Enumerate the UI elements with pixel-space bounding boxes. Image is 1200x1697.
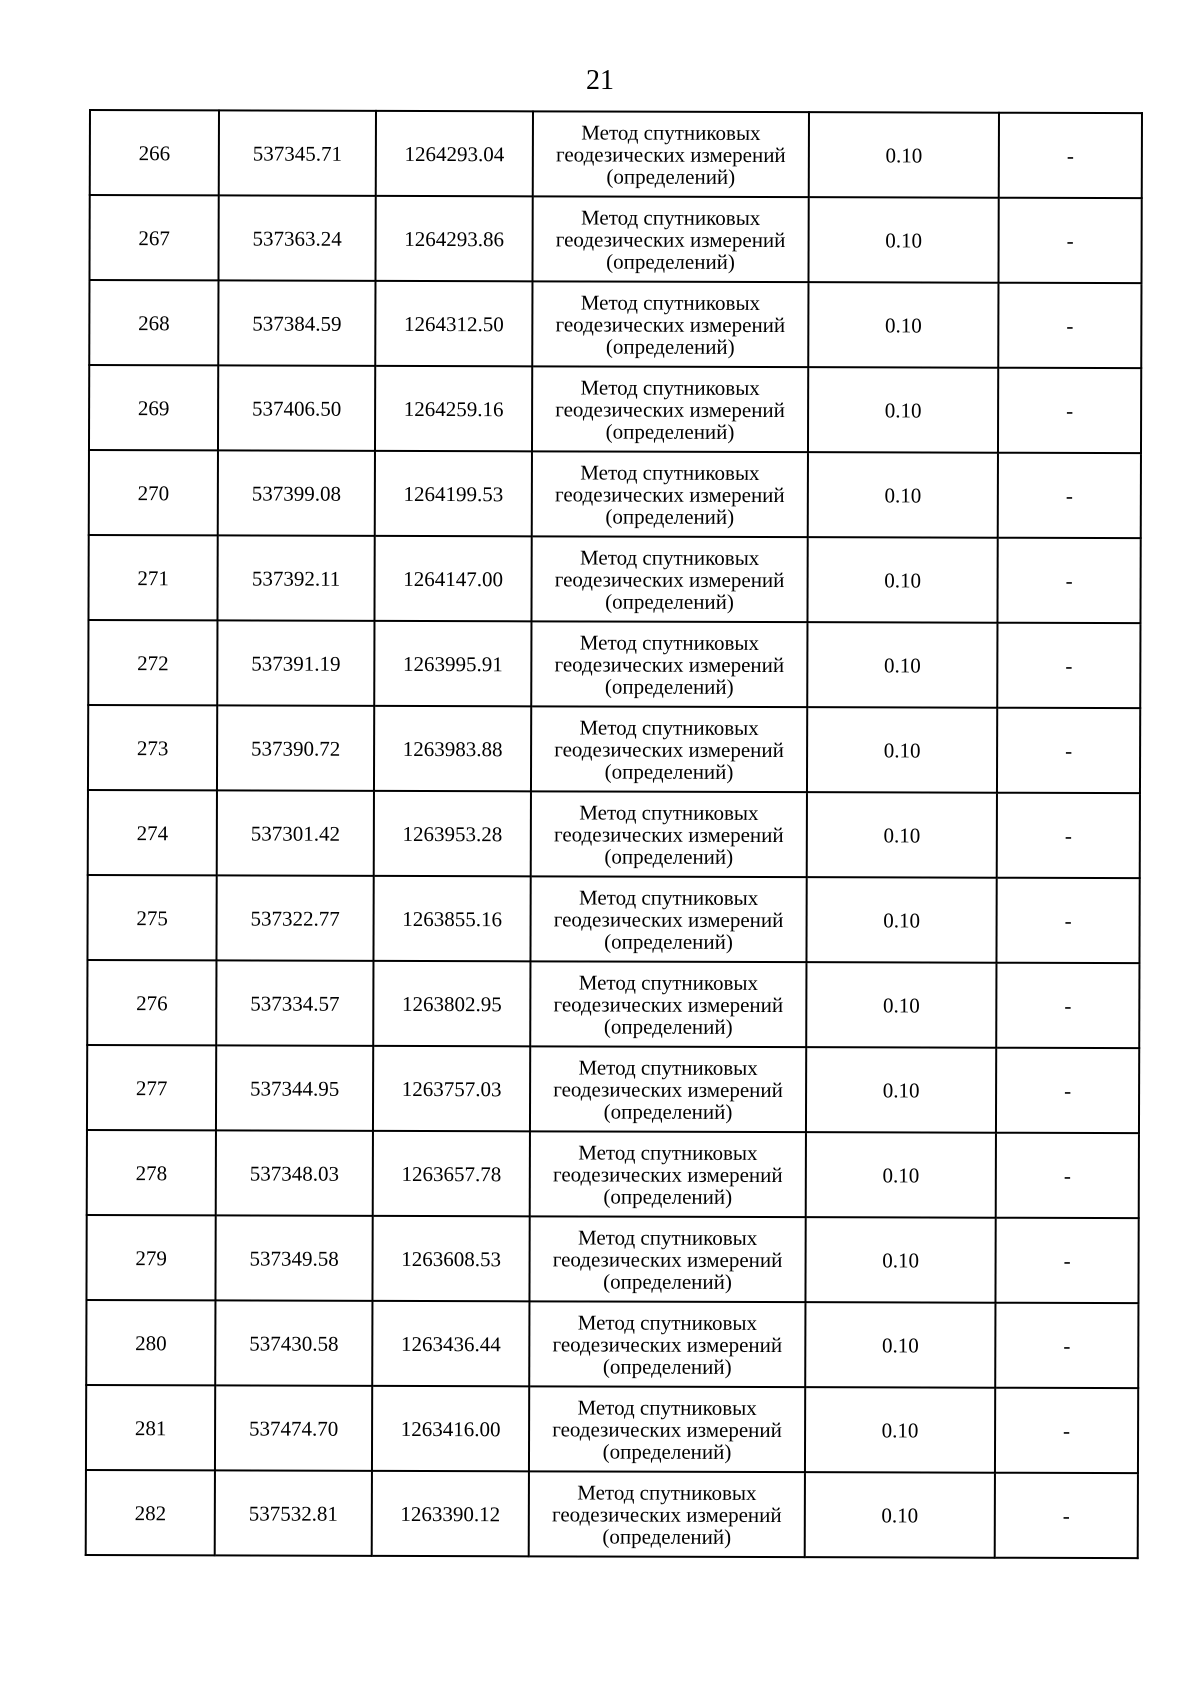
method-line: Метод спутниковых bbox=[578, 1054, 758, 1080]
note-cell: - bbox=[997, 623, 1140, 708]
point-number-cell: 273 bbox=[88, 705, 217, 790]
method-line: (определений) bbox=[602, 1524, 732, 1549]
y-coordinate-cell: 1264199.53 bbox=[375, 451, 532, 536]
y-coordinate-cell: 1264312.50 bbox=[375, 281, 532, 366]
method-cell bbox=[532, 451, 808, 537]
table-row bbox=[86, 1300, 1138, 1388]
y-coordinate-cell: 1263855.16 bbox=[373, 876, 530, 961]
method-cell bbox=[530, 961, 806, 1047]
note-cell: - bbox=[997, 538, 1140, 623]
accuracy-cell: 0.10 bbox=[806, 1132, 996, 1218]
coordinates-table bbox=[85, 109, 1143, 1559]
table-row bbox=[89, 365, 1141, 453]
note-cell: - bbox=[998, 198, 1141, 283]
point-number-cell: 277 bbox=[87, 1045, 216, 1130]
method-line: (определений) bbox=[604, 844, 734, 869]
note-cell: - bbox=[998, 453, 1141, 538]
method-line: геодезических измерений bbox=[555, 396, 785, 422]
x-coordinate-cell: 537392.11 bbox=[217, 535, 374, 620]
point-number-cell: 266 bbox=[90, 110, 219, 195]
point-number-cell: 268 bbox=[89, 280, 218, 365]
method-line: (определений) bbox=[606, 164, 736, 189]
point-number-cell: 271 bbox=[88, 535, 217, 620]
method-line: геодезических измерений bbox=[551, 1501, 782, 1527]
method-cell bbox=[529, 1301, 805, 1387]
method-line: (определений) bbox=[603, 1014, 733, 1039]
method-line: геодезических измерений bbox=[554, 481, 785, 507]
accuracy-cell: 0.10 bbox=[805, 1472, 995, 1558]
method-cell bbox=[532, 366, 808, 452]
table-row bbox=[88, 790, 1140, 878]
method-line: Метод спутниковых bbox=[581, 119, 761, 145]
point-number-cell: 267 bbox=[89, 195, 218, 280]
method-line: (определений) bbox=[605, 504, 735, 529]
method-line: Метод спутниковых bbox=[579, 799, 759, 825]
point-number-cell: 275 bbox=[87, 875, 216, 960]
method-cell bbox=[532, 196, 808, 282]
table-row bbox=[89, 195, 1141, 283]
y-coordinate-cell: 1263608.53 bbox=[372, 1216, 529, 1301]
y-coordinate-cell: 1263953.28 bbox=[374, 791, 531, 876]
method-line: Метод спутниковых bbox=[577, 1394, 757, 1420]
accuracy-cell: 0.10 bbox=[806, 962, 996, 1048]
note-cell: - bbox=[995, 1303, 1138, 1388]
x-coordinate-cell: 537349.58 bbox=[215, 1215, 372, 1300]
method-line: (определений) bbox=[604, 674, 734, 699]
method-line: Метод спутниковых bbox=[579, 714, 759, 740]
accuracy-cell: 0.10 bbox=[805, 1387, 995, 1473]
method-line: Метод спутниковых bbox=[579, 629, 760, 655]
y-coordinate-cell: 1263802.95 bbox=[373, 961, 530, 1046]
method-line: (определений) bbox=[602, 1354, 732, 1379]
method-line: геодезических измерений bbox=[554, 736, 784, 762]
method-cell bbox=[531, 791, 807, 877]
method-line: Метод спутниковых bbox=[580, 459, 760, 485]
x-coordinate-cell: 537391.19 bbox=[217, 620, 374, 705]
point-number-cell: 274 bbox=[88, 790, 217, 875]
method-cell bbox=[532, 281, 808, 367]
method-line: Метод спутниковых bbox=[577, 1224, 758, 1250]
method-line: Метод спутниковых bbox=[580, 204, 761, 230]
table-row bbox=[87, 875, 1139, 963]
method-cell bbox=[530, 1131, 806, 1217]
y-coordinate-cell: 1263757.03 bbox=[373, 1046, 530, 1131]
method-line: Метод спутниковых bbox=[580, 374, 760, 400]
point-number-cell: 269 bbox=[89, 365, 218, 450]
table-row bbox=[88, 535, 1140, 623]
method-cell bbox=[533, 111, 809, 197]
x-coordinate-cell: 537322.77 bbox=[216, 875, 373, 960]
table-row bbox=[86, 1385, 1138, 1473]
x-coordinate-cell: 537399.08 bbox=[218, 450, 375, 535]
method-cell bbox=[531, 536, 807, 622]
method-cell bbox=[530, 876, 806, 962]
method-line: (определений) bbox=[603, 1269, 732, 1294]
x-coordinate-cell: 537430.58 bbox=[215, 1300, 372, 1385]
method-cell bbox=[531, 621, 807, 707]
accuracy-cell: 0.10 bbox=[805, 1302, 995, 1388]
point-number-cell: 280 bbox=[86, 1300, 215, 1385]
accuracy-cell: 0.10 bbox=[808, 197, 998, 283]
y-coordinate-cell: 1263657.78 bbox=[373, 1131, 530, 1216]
x-coordinate-cell: 537406.50 bbox=[218, 365, 375, 450]
note-cell: - bbox=[996, 878, 1139, 963]
note-cell: - bbox=[998, 283, 1141, 368]
x-coordinate-cell: 537348.03 bbox=[216, 1130, 373, 1215]
x-coordinate-cell: 537344.95 bbox=[216, 1045, 373, 1130]
note-cell: - bbox=[999, 113, 1142, 198]
method-line: геодезических измерений bbox=[556, 141, 786, 167]
method-line: (определений) bbox=[605, 334, 735, 359]
method-cell bbox=[530, 1046, 806, 1132]
y-coordinate-cell: 1263995.91 bbox=[374, 621, 531, 706]
x-coordinate-cell: 537532.81 bbox=[215, 1470, 372, 1555]
table-row bbox=[86, 1215, 1138, 1303]
table-row bbox=[86, 1470, 1138, 1558]
accuracy-cell: 0.10 bbox=[808, 282, 998, 368]
x-coordinate-cell: 537345.71 bbox=[219, 110, 376, 195]
method-line: (определений) bbox=[606, 249, 735, 274]
accuracy-cell: 0.10 bbox=[807, 707, 997, 793]
method-line: геодезических измерений bbox=[553, 821, 784, 847]
x-coordinate-cell: 537363.24 bbox=[218, 195, 375, 280]
method-line: (определений) bbox=[604, 759, 734, 784]
y-coordinate-cell: 1264293.04 bbox=[376, 111, 533, 196]
point-number-cell: 281 bbox=[86, 1385, 215, 1470]
table-row bbox=[88, 705, 1140, 793]
table-row bbox=[90, 110, 1142, 198]
accuracy-cell: 0.10 bbox=[805, 1217, 995, 1303]
note-cell: - bbox=[997, 793, 1140, 878]
accuracy-cell: 0.10 bbox=[806, 877, 996, 963]
table-row bbox=[87, 960, 1139, 1048]
method-line: (определений) bbox=[603, 1184, 733, 1209]
method-line: Метод спутниковых bbox=[580, 289, 761, 315]
point-number-cell: 270 bbox=[89, 450, 218, 535]
table-row bbox=[87, 1130, 1139, 1218]
method-line: Метод спутниковых bbox=[578, 1139, 758, 1165]
accuracy-cell: 0.10 bbox=[806, 1047, 996, 1133]
accuracy-cell: 0.10 bbox=[809, 112, 999, 198]
accuracy-cell: 0.10 bbox=[807, 537, 997, 623]
method-cell bbox=[529, 1386, 805, 1472]
point-number-cell: 282 bbox=[86, 1470, 215, 1555]
y-coordinate-cell: 1263983.88 bbox=[374, 706, 531, 791]
method-line: (определений) bbox=[602, 1439, 732, 1464]
point-number-cell: 276 bbox=[87, 960, 216, 1045]
method-line: геодезических измерений bbox=[553, 991, 784, 1017]
x-coordinate-cell: 537474.70 bbox=[215, 1385, 372, 1470]
method-line: геодезических измерений bbox=[554, 566, 785, 592]
method-line: (определений) bbox=[605, 419, 735, 444]
method-line: Метод спутниковых bbox=[579, 544, 760, 570]
method-line: геодезических измерений bbox=[552, 1246, 783, 1272]
method-line: Метод спутниковых bbox=[578, 969, 759, 995]
y-coordinate-cell: 1263436.44 bbox=[372, 1301, 529, 1386]
point-number-cell: 278 bbox=[87, 1130, 216, 1215]
method-cell bbox=[531, 706, 807, 792]
table-row bbox=[89, 280, 1141, 368]
method-line: геодезических измерений bbox=[554, 651, 785, 677]
point-number-cell: 272 bbox=[88, 620, 217, 705]
page-number: 21 bbox=[586, 65, 614, 96]
method-line: Метод спутниковых bbox=[577, 1479, 757, 1505]
note-cell: - bbox=[998, 368, 1141, 453]
y-coordinate-cell: 1263416.00 bbox=[372, 1386, 529, 1471]
method-cell bbox=[529, 1216, 805, 1302]
accuracy-cell: 0.10 bbox=[807, 622, 997, 708]
y-coordinate-cell: 1263390.12 bbox=[372, 1471, 529, 1556]
point-number-cell: 279 bbox=[86, 1215, 215, 1300]
method-line: геодезических измерений bbox=[552, 1161, 783, 1187]
note-cell: - bbox=[996, 1133, 1139, 1218]
note-cell: - bbox=[996, 963, 1139, 1048]
y-coordinate-cell: 1264259.16 bbox=[375, 366, 532, 451]
note-cell: - bbox=[995, 1388, 1138, 1473]
table-row bbox=[88, 620, 1140, 708]
method-line: (определений) bbox=[605, 589, 734, 614]
note-cell: - bbox=[996, 1048, 1139, 1133]
x-coordinate-cell: 537384.59 bbox=[218, 280, 375, 365]
method-line: Метод спутниковых bbox=[578, 884, 759, 910]
method-line: (определений) bbox=[604, 929, 733, 954]
table-body bbox=[86, 110, 1142, 1558]
method-line: геодезических измерений bbox=[552, 1331, 783, 1357]
accuracy-cell: 0.10 bbox=[808, 367, 998, 453]
y-coordinate-cell: 1264147.00 bbox=[374, 536, 531, 621]
method-line: Метод спутниковых bbox=[577, 1309, 758, 1335]
x-coordinate-cell: 537390.72 bbox=[217, 705, 374, 790]
method-line: геодезических измерений bbox=[553, 1076, 783, 1102]
method-cell bbox=[529, 1471, 805, 1557]
note-cell: - bbox=[995, 1218, 1138, 1303]
note-cell: - bbox=[997, 708, 1140, 793]
x-coordinate-cell: 537301.42 bbox=[217, 790, 374, 875]
table-row bbox=[89, 450, 1141, 538]
method-line: (определений) bbox=[603, 1099, 733, 1124]
table-row bbox=[87, 1045, 1139, 1133]
method-line: геодезических измерений bbox=[552, 1416, 782, 1442]
method-line: геодезических измерений bbox=[555, 226, 786, 252]
note-cell: - bbox=[995, 1473, 1138, 1558]
accuracy-cell: 0.10 bbox=[807, 792, 997, 878]
y-coordinate-cell: 1264293.86 bbox=[375, 196, 532, 281]
method-line: геодезических измерений bbox=[555, 311, 786, 337]
x-coordinate-cell: 537334.57 bbox=[216, 960, 373, 1045]
method-line: геодезических измерений bbox=[553, 906, 784, 932]
accuracy-cell: 0.10 bbox=[808, 452, 998, 538]
